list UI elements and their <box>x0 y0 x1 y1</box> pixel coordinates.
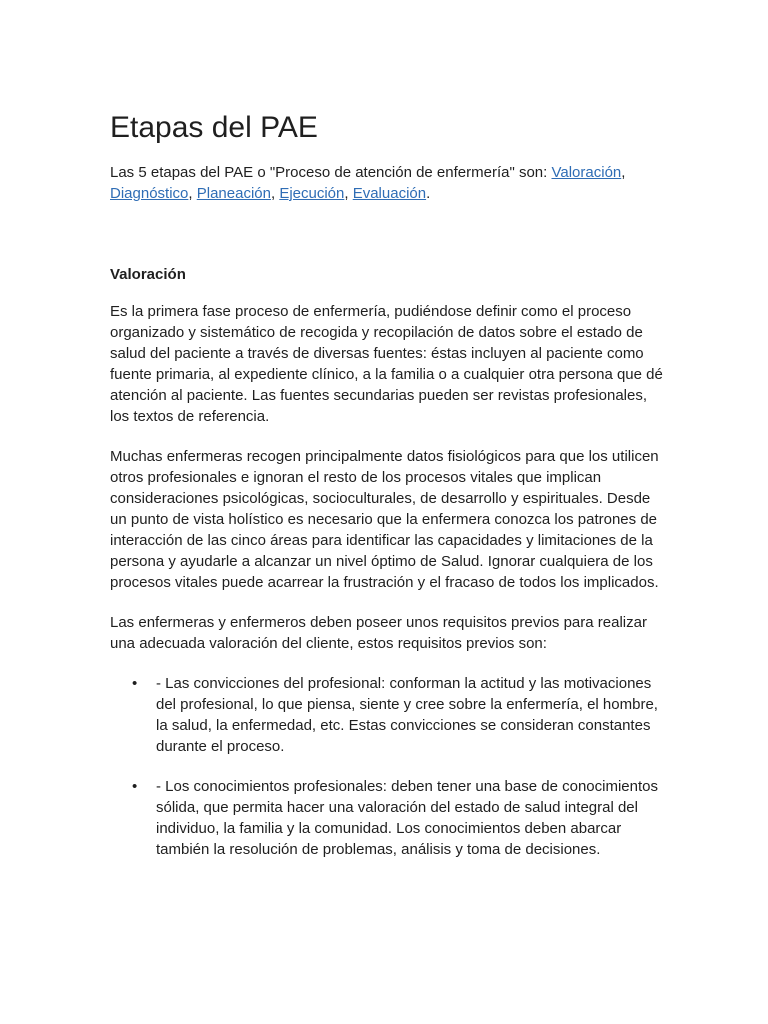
link-ejecucion[interactable]: Ejecución <box>279 185 345 202</box>
link-planeacion[interactable]: Planeación <box>196 185 271 202</box>
intro-separator: , <box>621 164 626 181</box>
paragraph: Muchas enfermeras recogen principalmente datos fisiológicos para que los utilicen otros profesionales e ignoran el resto de los procesos vitales que implican consideraciones psicológicas, socioculturales, de desarrollo y espirituales. Desde un punto de vista holístico es necesario que la enfermera conozca los patrones de interacción de las cinco áreas para identificar las capacidades y limitaciones de la persona y ayudarle a alcanzar un nivel óptimo de Salud. Ignorar cualquiera de los procesos vitales puede acarrear la frustración y el fracaso de todos los implicados. <box>110 448 659 591</box>
list-item <box>110 673 666 757</box>
list-item <box>110 776 666 860</box>
intro-suffix: . <box>426 185 431 202</box>
document-title: Etapas del PAE <box>110 111 318 144</box>
link-valoracion[interactable]: Valoración <box>551 164 622 181</box>
intro-separator: , <box>188 185 197 202</box>
link-diagnostico[interactable]: Diagnóstico <box>110 185 189 202</box>
section-heading-valoracion: Valoración <box>110 266 186 283</box>
document-page <box>110 108 666 879</box>
bullet-icon: • <box>132 675 138 692</box>
intro-paragraph <box>110 162 666 204</box>
paragraph: Es la primera fase proceso de enfermería, pudiéndose definir como el proceso organizado y sistemático de recogida y recopilación de datos sobre el estado de salud del paciente a través de diversas fuentes: éstas incluyen al paciente como fuente primaria, al expediente clínico, a la familia o a cualquier otra persona que dé atención al paciente. Las fuentes secundarias pueden ser revistas profesionales, los textos de referencia. <box>110 303 663 425</box>
requirements-list <box>110 673 666 860</box>
list-item-text: - Las convicciones del profesional: conforman la actitud y las motivaciones del profesional, lo que piensa, siente y cree sobre la enfermería, el hombre, la salud, la enfermedad, etc. Estas convicciones se consideran constantes durante el proceso. <box>156 675 658 755</box>
paragraph: Las enfermeras y enfermeros deben poseer unos requisitos previos para realizar una adecuada valoración del cliente, estos requisitos previos son: <box>110 614 647 652</box>
intro-separator: , <box>270 185 280 202</box>
bullet-icon: • <box>132 778 138 795</box>
intro-prefix: Las 5 etapas del PAE o "Proceso de atención de enfermería" son: <box>110 164 552 181</box>
link-evaluacion[interactable]: Evaluación <box>352 185 427 202</box>
intro-separator: , <box>344 185 353 202</box>
list-item-text: - Los conocimientos profesionales: deben tener una base de conocimientos sólida, que permita hacer una valoración del estado de salud integral del individuo, la familia y la comunidad. Los conocimientos deben abarcar también la resolución de problemas, análisis y toma de decisiones. <box>156 778 658 858</box>
